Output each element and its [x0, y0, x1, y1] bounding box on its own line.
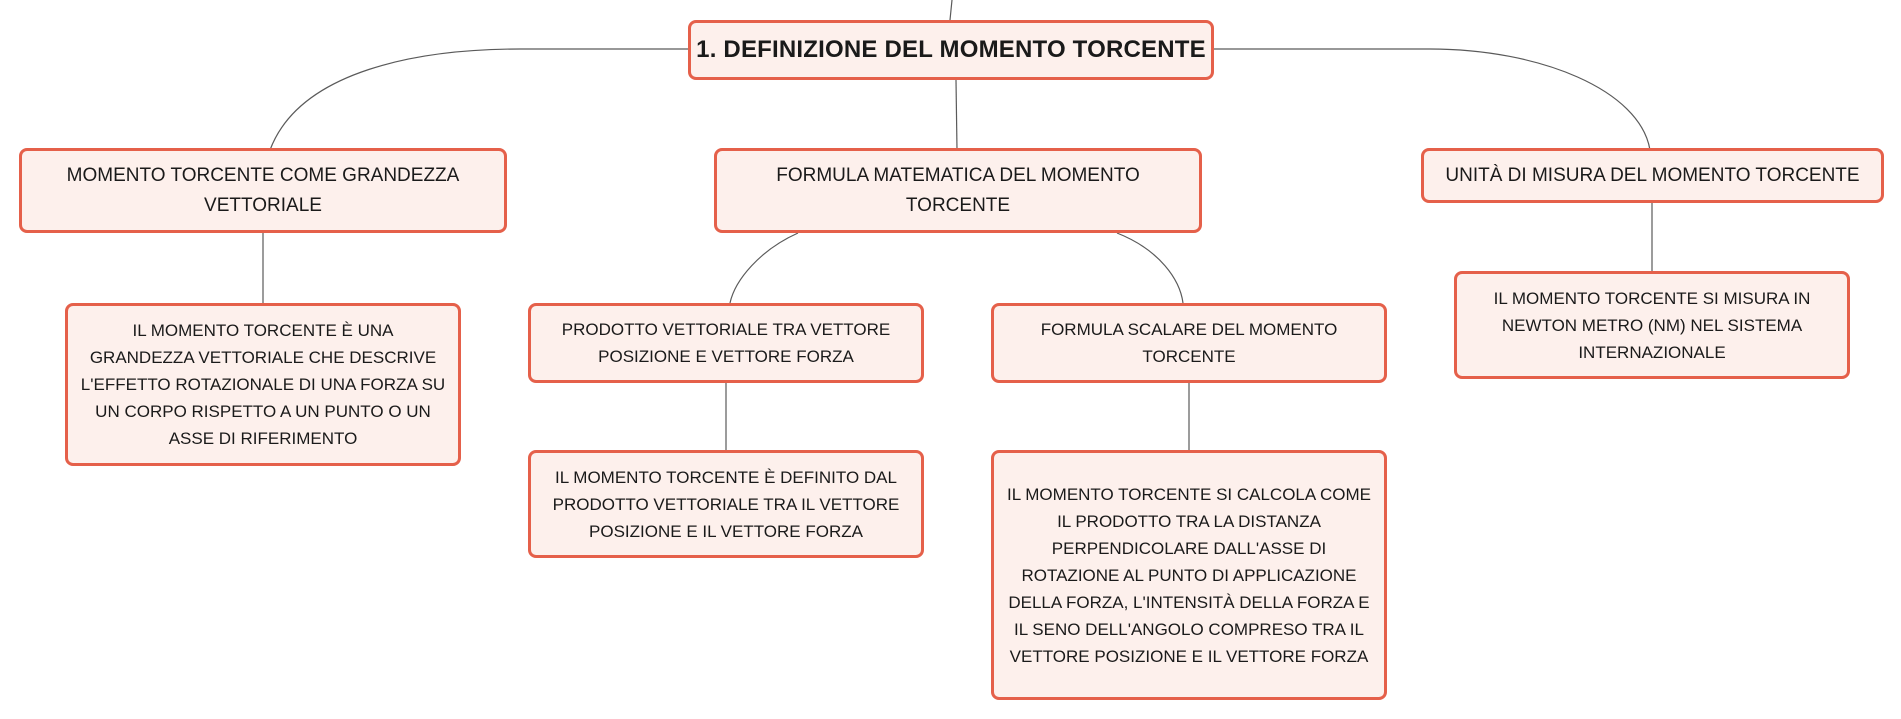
detail-scalare[interactable] — [991, 450, 1387, 700]
branch-unita[interactable] — [1421, 148, 1884, 203]
subtopic-prodotto-label: PRODOTTO VETTORIALE TRA VETTORE POSIZIONE E VETTORE FORZA — [561, 320, 891, 366]
detail-prodotto-text: IL MOMENTO TORCENTE È DEFINITO DAL PRODOTTO VETTORIALE TRA IL VETTORE POSIZIONE E IL VETTORE FORZA — [552, 467, 900, 541]
detail-scalare-text: IL MOMENTO TORCENTE SI CALCOLA COME IL PRODOTTO TRA LA DISTANZA PERPENDICOLARE DALL'ASSE DI ROTAZIONE AL PUNTO DI APPLICAZIONE DELLA FORZA, L'INTENSITÀ DELLA FORZA E IL SENO DELL'ANGOLO COMPRESO TRA IL VETTORE POSIZIONE E IL VETTORE FORZA — [1007, 484, 1371, 666]
subtopic-scalare[interactable] — [991, 303, 1387, 383]
branch-formula[interactable] — [714, 148, 1202, 233]
connector-scalare — [1117, 233, 1183, 303]
branch-vettoriale[interactable] — [19, 148, 507, 233]
branch-unita-label: UNITÀ DI MISURA DEL MOMENTO TORCENTE — [1445, 164, 1860, 186]
connector-root-right — [1212, 49, 1650, 150]
connector-root-center — [956, 80, 957, 150]
detail-unita[interactable] — [1454, 271, 1850, 379]
detail-unita-text: IL MOMENTO TORCENTE SI MISURA IN NEWTON METRO (NM) NEL SISTEMA INTERNAZIONALE — [1493, 288, 1811, 362]
detail-vettoriale-text: IL MOMENTO TORCENTE È UNA GRANDEZZA VETTORIALE CHE DESCRIVE L'EFFETTO ROTAZIONALE DI UNA FORZA SU UN CORPO RISPETTO A UN PUNTO O UN ASSE DI RIFERIMENTO — [80, 321, 446, 448]
detail-prodotto[interactable] — [528, 450, 924, 558]
branch-formula-label: FORMULA MATEMATICA DEL MOMENTO TORCENTE — [776, 164, 1140, 216]
connector-root-left — [270, 49, 688, 150]
root-topic[interactable] — [688, 20, 1214, 80]
subtopic-prodotto[interactable] — [528, 303, 924, 383]
detail-vettoriale[interactable] — [65, 303, 461, 466]
connector-top — [950, 0, 952, 20]
root-topic-label: 1. DEFINIZIONE DEL MOMENTO TORCENTE — [696, 36, 1206, 63]
connector-prodotto — [730, 233, 798, 303]
subtopic-scalare-label: FORMULA SCALARE DEL MOMENTO TORCENTE — [1040, 320, 1338, 366]
branch-vettoriale-label: MOMENTO TORCENTE COME GRANDEZZA VETTORIALE — [66, 164, 460, 216]
